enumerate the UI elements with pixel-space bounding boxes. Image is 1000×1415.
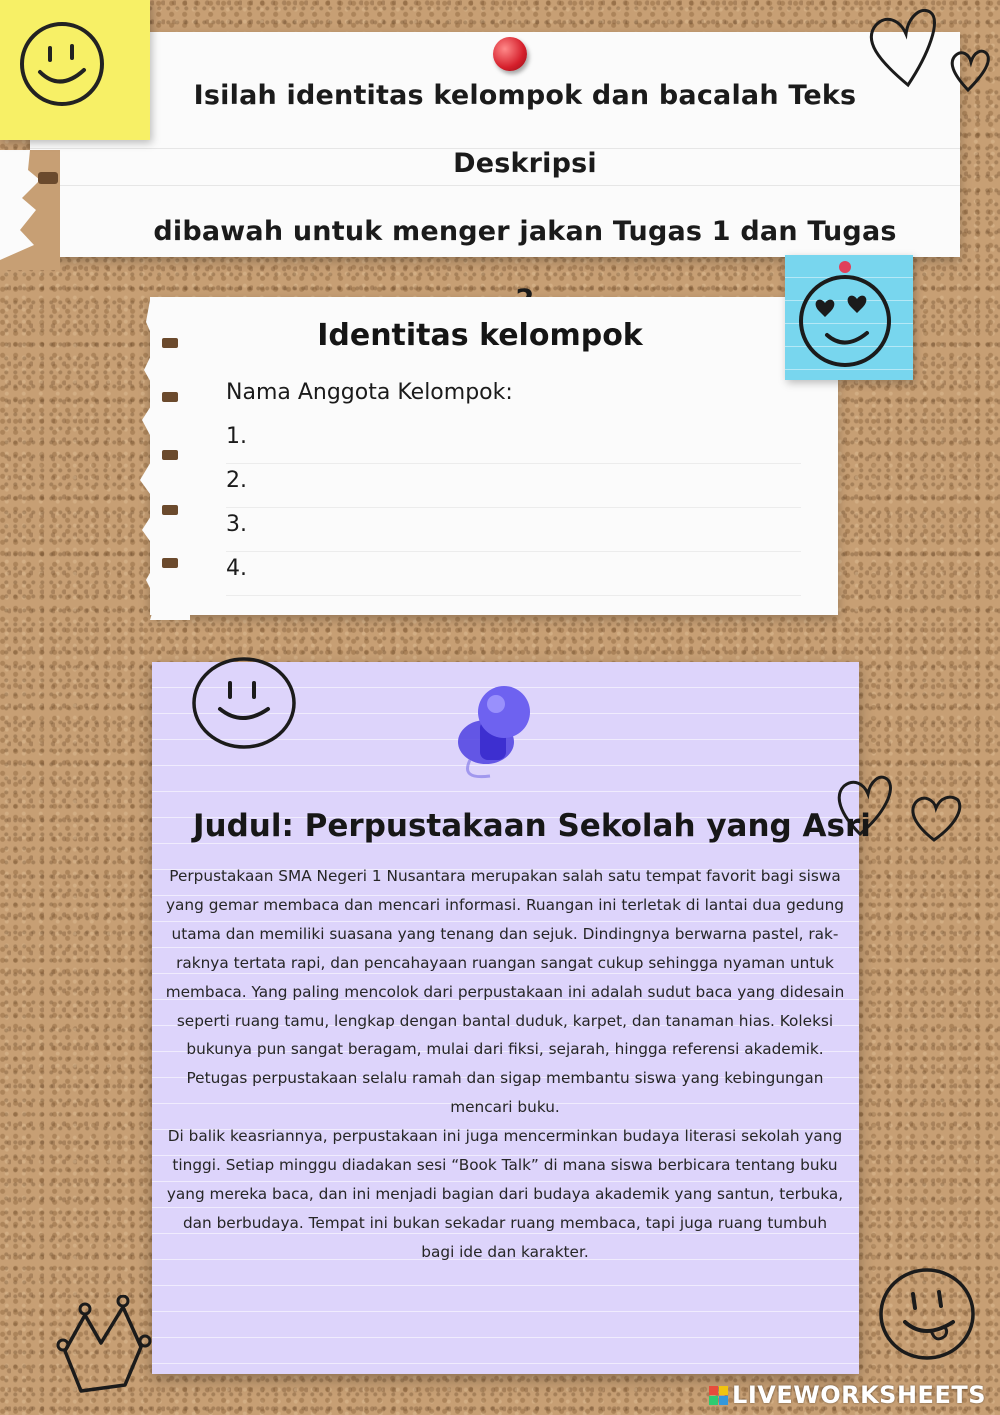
article-paragraph-2: Di balik keasriannya, perpustakaan ini juga mencerminkan budaya literasi sekolah yang tinggi. Setiap minggu diadakan sesi “Book Talk” di mana siswa berbicara tentang buku yang mereka baca, dan ini menjadi bagian dari budaya akademik yang santun, terbuka, dan berbudaya. Tempat ini bukan sekadar ruang membaca, tapi juga ruang tumbuh bagi ide dan karakter. xyxy=(166,1127,844,1261)
member-line-3: 3. xyxy=(226,508,801,552)
smiley-icon xyxy=(0,0,150,140)
member-line-4: 4. xyxy=(226,552,801,596)
tongue-smiley-icon xyxy=(875,1264,980,1364)
liveworksheets-logo-icon xyxy=(709,1386,728,1405)
identity-title: Identitas kelompok xyxy=(317,318,643,353)
liveworksheets-watermark xyxy=(709,1381,986,1409)
pushpin-icon xyxy=(440,680,540,790)
article-title: Judul: Perpustakaan Sekolah yang Asri xyxy=(193,808,871,844)
heart-eyes-smiley-icon xyxy=(785,255,913,380)
torn-edge-decoration xyxy=(100,300,190,620)
article-paragraph-1: Perpustakaan SMA Negeri 1 Nusantara merupakan salah satu tempat favorit bagi siswa yang gemar membaca dan mencari informasi. Ruangan ini terletak di lantai dua gedung utama dan memiliki suasana yang tenang dan sejuk. Dindingnya berwarna pastel, rak-raknya tertata rapi, dan pencahayaan ruangan sangat cukup sehingga nyaman untuk membaca. Yang paling mencolok dari perpustakaan ini adalah sudut baca yang didesain seperti ruang tamu, lengkap dengan bantal duduk, karpet, dan tanaman hias. Koleksi bukunya pun sangat beragam, mulai dari fiksi, sejarah, hingga referensi akademik. Petugas perpustakaan selalu ramah dan sigap membantu siswa yang kebingungan mencari buku. xyxy=(165,867,845,1117)
instruction-line-2: dibawah untuk menger jakan Tugas 1 dan Tugas xyxy=(153,216,897,247)
instruction-line-1: Isilah identitas kelompok dan bacalah Teks Deskripsi xyxy=(193,80,857,179)
article-body xyxy=(165,862,845,1267)
blue-sticky-note xyxy=(785,255,913,380)
torn-edge-decoration xyxy=(0,150,60,270)
smiley-icon xyxy=(188,655,303,755)
member-line-1: 1. xyxy=(226,420,801,464)
member-list xyxy=(226,420,801,596)
member-names-label: Nama Anggota Kelompok: xyxy=(226,380,513,405)
yellow-sticky-note xyxy=(0,0,150,140)
member-line-2: 2. xyxy=(226,464,801,508)
crown-icon xyxy=(55,1295,155,1405)
watermark-text: LIVEWORKSHEETS xyxy=(732,1381,986,1409)
